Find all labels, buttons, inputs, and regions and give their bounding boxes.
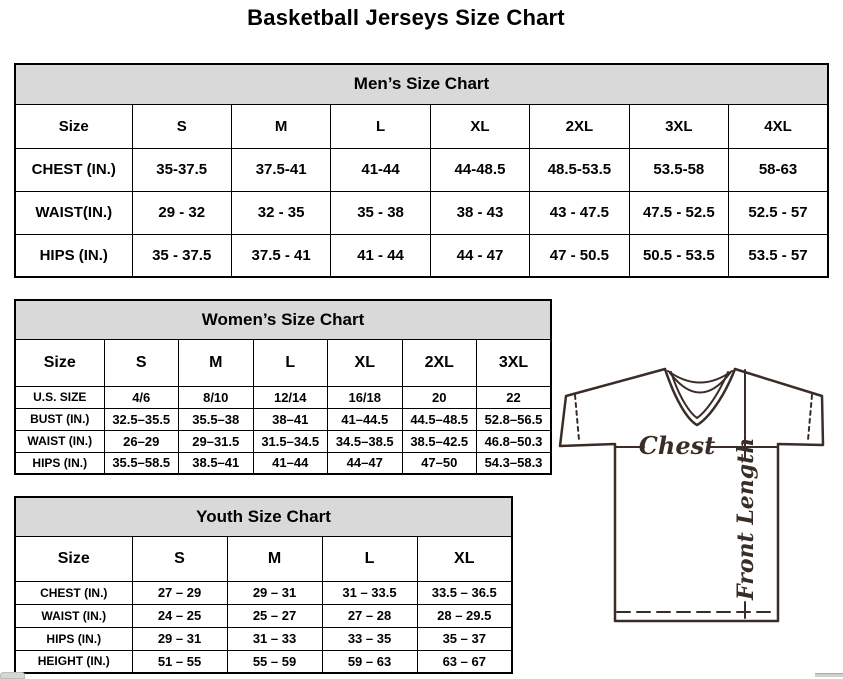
table-row xyxy=(15,408,551,430)
size-cell: 35-37.5 xyxy=(132,148,231,191)
size-cell: 16/18 xyxy=(328,386,403,408)
col-header: 2XL xyxy=(530,104,629,148)
size-cell: 47–50 xyxy=(402,452,477,474)
size-cell: 47.5 - 52.5 xyxy=(629,191,728,234)
scrollbar-fragment-right[interactable] xyxy=(815,673,843,677)
col-header: L xyxy=(253,339,328,386)
jersey-illustration xyxy=(556,360,842,662)
table-row xyxy=(15,604,512,627)
size-cell: 31 – 33 xyxy=(227,627,322,650)
size-cell: 24 – 25 xyxy=(132,604,227,627)
size-cell: 29–31.5 xyxy=(179,430,254,452)
table-row xyxy=(15,627,512,650)
col-header: L xyxy=(322,536,417,581)
col-header: M xyxy=(231,104,330,148)
col-header: XL xyxy=(328,339,403,386)
size-cell: 31 – 33.5 xyxy=(322,581,417,604)
size-cell: 26–29 xyxy=(104,430,179,452)
jersey-measurement-diagram xyxy=(556,360,842,662)
size-cell: 38–41 xyxy=(253,408,328,430)
size-cell: 12/14 xyxy=(253,386,328,408)
col-header: M xyxy=(227,536,322,581)
table-row xyxy=(15,339,551,386)
size-cell: 37.5 - 41 xyxy=(231,234,330,277)
size-cell: 4/6 xyxy=(104,386,179,408)
size-cell: 48.5-53.5 xyxy=(530,148,629,191)
size-cell: 41–44.5 xyxy=(328,408,403,430)
row-label: CHEST (IN.) xyxy=(15,148,132,191)
size-cell: 46.8–50.3 xyxy=(477,430,552,452)
size-cell: 58-63 xyxy=(729,148,828,191)
size-cell: 41–44 xyxy=(253,452,328,474)
size-cell: 59 – 63 xyxy=(322,650,417,673)
size-cell: 44 - 47 xyxy=(430,234,529,277)
front-length-measure-label: Front Length xyxy=(733,437,759,600)
col-header: XL xyxy=(430,104,529,148)
row-label: HIPS (IN.) xyxy=(15,452,104,474)
size-cell: 54.3–58.3 xyxy=(477,452,552,474)
size-cell: 41-44 xyxy=(331,148,430,191)
row-label: CHEST (IN.) xyxy=(15,581,132,604)
col-header: 4XL xyxy=(729,104,828,148)
col-header: S xyxy=(132,536,227,581)
row-label: HIPS (IN.) xyxy=(15,234,132,277)
size-cell: 35 - 37.5 xyxy=(132,234,231,277)
size-cell: 35 - 38 xyxy=(331,191,430,234)
size-cell: 44.5–48.5 xyxy=(402,408,477,430)
size-cell: 53.5-58 xyxy=(629,148,728,191)
womens-size-table xyxy=(14,299,552,475)
col-header-size: Size xyxy=(15,104,132,148)
size-cell: 35.5–38 xyxy=(179,408,254,430)
mens-table-title: Men’s Size Chart xyxy=(15,64,828,104)
size-cell: 20 xyxy=(402,386,477,408)
size-cell: 51 – 55 xyxy=(132,650,227,673)
table-row xyxy=(15,234,828,277)
size-cell: 63 – 67 xyxy=(417,650,512,673)
page-title: Basketball Jerseys Size Chart xyxy=(247,5,565,30)
col-header: XL xyxy=(417,536,512,581)
table-row xyxy=(15,536,512,581)
col-header: 3XL xyxy=(629,104,728,148)
table-row xyxy=(15,452,551,474)
mens-size-table xyxy=(14,63,829,278)
table-row xyxy=(15,300,551,339)
size-cell: 22 xyxy=(477,386,552,408)
jersey-outline xyxy=(560,369,823,621)
col-header-size: Size xyxy=(15,339,104,386)
size-cell: 29 - 32 xyxy=(132,191,231,234)
size-cell: 34.5–38.5 xyxy=(328,430,403,452)
row-label: HIPS (IN.) xyxy=(15,627,132,650)
row-label: BUST (IN.) xyxy=(15,408,104,430)
size-cell: 43 - 47.5 xyxy=(530,191,629,234)
size-cell: 53.5 - 57 xyxy=(729,234,828,277)
youth-table-title: Youth Size Chart xyxy=(15,497,512,536)
size-cell: 27 – 29 xyxy=(132,581,227,604)
table-row xyxy=(15,148,828,191)
size-cell: 55 – 59 xyxy=(227,650,322,673)
youth-size-table xyxy=(14,496,513,674)
table-row xyxy=(15,581,512,604)
size-cell: 44–47 xyxy=(328,452,403,474)
size-cell: 25 – 27 xyxy=(227,604,322,627)
row-label: WAIST (IN.) xyxy=(15,430,104,452)
col-header: 3XL xyxy=(477,339,552,386)
row-label: WAIST(IN.) xyxy=(15,191,132,234)
col-header-size: Size xyxy=(15,536,132,581)
right-sleeve-stitch xyxy=(808,395,812,440)
col-header: 2XL xyxy=(402,339,477,386)
col-header: M xyxy=(179,339,254,386)
left-sleeve-stitch xyxy=(575,395,579,440)
table-row xyxy=(15,386,551,408)
col-header: S xyxy=(132,104,231,148)
size-cell: 37.5-41 xyxy=(231,148,330,191)
table-row xyxy=(15,191,828,234)
size-cell: 35.5–58.5 xyxy=(104,452,179,474)
chest-measure-label: Chest xyxy=(638,431,716,460)
womens-table-title: Women’s Size Chart xyxy=(15,300,551,339)
size-cell: 8/10 xyxy=(179,386,254,408)
size-cell: 32.5–35.5 xyxy=(104,408,179,430)
table-row xyxy=(15,430,551,452)
row-label: U.S. SIZE xyxy=(15,386,104,408)
size-cell: 47 - 50.5 xyxy=(530,234,629,277)
size-cell: 38.5–42.5 xyxy=(402,430,477,452)
table-row xyxy=(15,104,828,148)
scrollbar-fragment-left[interactable] xyxy=(0,672,25,679)
size-cell: 33.5 – 36.5 xyxy=(417,581,512,604)
col-header: S xyxy=(104,339,179,386)
size-cell: 29 – 31 xyxy=(227,581,322,604)
size-cell: 27 – 28 xyxy=(322,604,417,627)
size-cell: 31.5–34.5 xyxy=(253,430,328,452)
size-cell: 44-48.5 xyxy=(430,148,529,191)
col-header: L xyxy=(331,104,430,148)
size-cell: 38.5–41 xyxy=(179,452,254,474)
size-cell: 28 – 29.5 xyxy=(417,604,512,627)
table-row xyxy=(15,650,512,673)
size-cell: 38 - 43 xyxy=(430,191,529,234)
size-cell: 52.5 - 57 xyxy=(729,191,828,234)
row-label: WAIST (IN.) xyxy=(15,604,132,627)
size-cell: 33 – 35 xyxy=(322,627,417,650)
table-row xyxy=(15,64,828,104)
size-cell: 50.5 - 53.5 xyxy=(629,234,728,277)
table-row xyxy=(15,497,512,536)
size-cell: 41 - 44 xyxy=(331,234,430,277)
size-cell: 29 – 31 xyxy=(132,627,227,650)
size-cell: 52.8–56.5 xyxy=(477,408,552,430)
size-cell: 35 – 37 xyxy=(417,627,512,650)
row-label: HEIGHT (IN.) xyxy=(15,650,132,673)
size-cell: 32 - 35 xyxy=(231,191,330,234)
